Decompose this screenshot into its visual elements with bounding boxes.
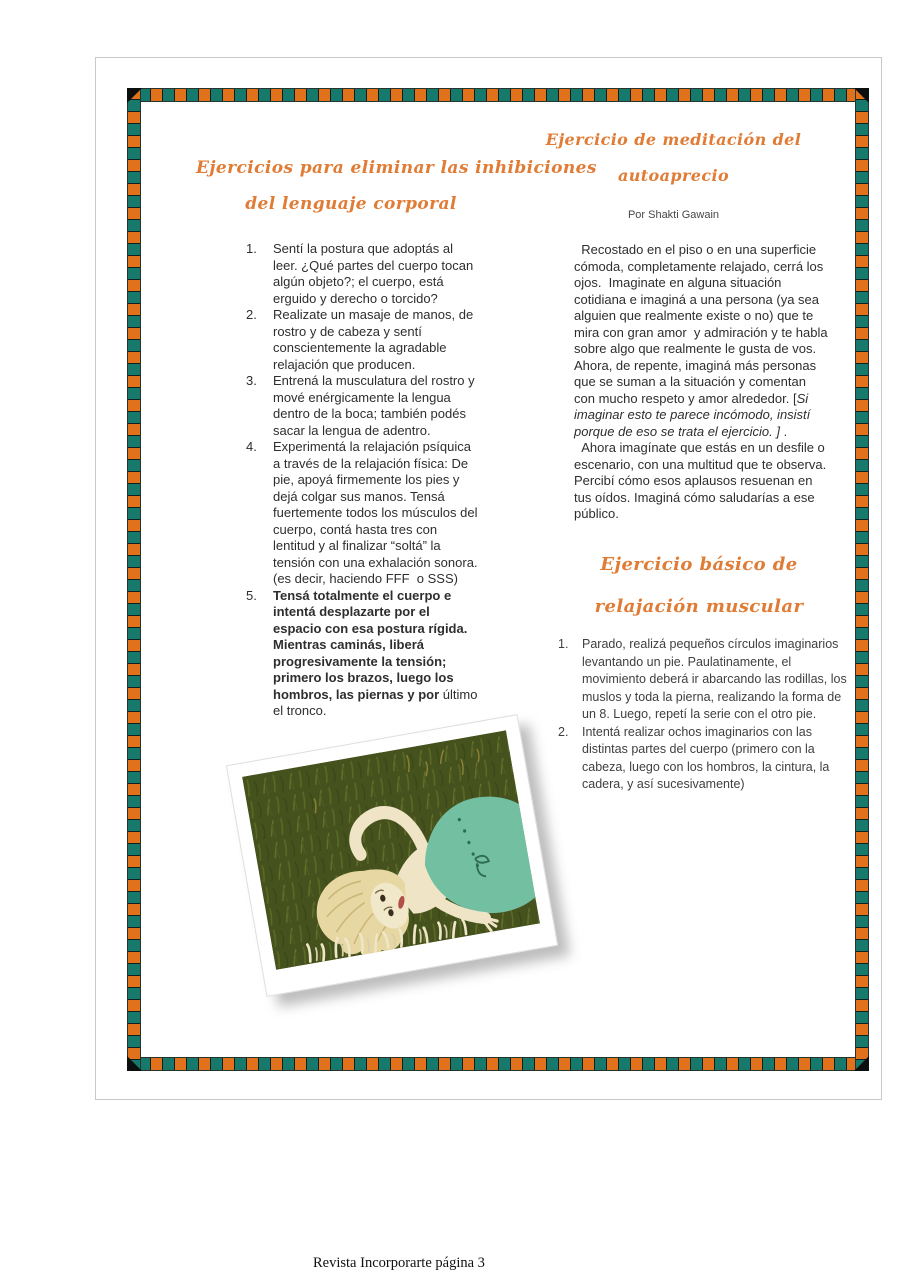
meditation-paragraphs (574, 242, 830, 523)
paragraph (574, 242, 830, 440)
list-item (558, 636, 850, 724)
list-item (558, 724, 850, 794)
list-item-number: 1. (246, 241, 257, 256)
text-run: Sentí la postura que adoptás al leer. ¿Qué partes del cuerpo tocan algún objeto?; el cuerpo, está erguido y derecho o torcido? (273, 241, 477, 306)
author-byline: Por Shakti Gawain (627, 209, 720, 221)
left-article-title-line1: Ejercicios para eliminar las inhibiciones (196, 158, 597, 178)
muscle-relaxation-exercise-list (558, 636, 850, 794)
list-item-text (273, 307, 478, 373)
meditation-article-title-line2: autoaprecio (617, 166, 730, 185)
list-item-number: 1. (558, 637, 569, 651)
text-run: Ahora imagínate que estás en un desfile o escenario, con una multitud que te observa. Percibí cómo esos aplausos resuenan en tus oídos. Imaginá cómo saludarías a ese público. (574, 440, 830, 521)
text-run: Intentá realizar ochos imaginarios con las distintas partes del cuerpo (primero con la cabeza, luego con los hombros, la cintura, la cadera, y así sucesivamente) (582, 724, 833, 791)
list-item-number: 5. (246, 587, 257, 603)
list-item-number: 2. (558, 724, 569, 739)
text-run: Tensá totalmente el cuerpo e intentá desplazarte por el espacio con esa postura rígida. Mientras caminás, liberá progresivamente la tensión; primero los brazos, luego los hombros, las piernas y por (273, 587, 471, 702)
magazine-page (95, 57, 882, 1100)
list-item-text (582, 636, 850, 724)
list-item-text (582, 724, 850, 794)
list-item (246, 439, 482, 588)
relaxation-article-title-line1: Ejercicio básico de (600, 554, 798, 575)
text-run: Parado, realizá pequeños círculos imaginarios levantando un pie. Paulatinamente, el movimiento deberá ir abarcando las rodillas, los muslos y toda la pierna, realizando la forma de un 8. Luego, repetí la serie con el otro pie. (582, 637, 851, 721)
text-run: . (779, 423, 788, 439)
paragraph (574, 440, 830, 523)
page-footer: Revista Incorporarte página 3 (313, 1255, 485, 1271)
meditation-article-title (536, 122, 811, 194)
relaxation-article-title-line2: relajación muscular (594, 596, 804, 617)
list-item (246, 241, 478, 307)
list-item (246, 587, 482, 720)
relaxation-article-title (564, 544, 834, 628)
text-run: Experimentá la relajación psíquica a través de la relajación física: De pie, apoyá firmemente los pies y dejá colgar sus manos. Tensá fuertemente todos los músculos del cuerpo, contá hasta tres con lentitud y al finalizar “soltá” la tensión con una exhalación sonora. (es decir, haciendo FFF o SSS) (273, 439, 482, 586)
list-item-number: 3. (246, 373, 257, 388)
list-item-text (273, 587, 482, 720)
list-item (246, 307, 478, 373)
list-item-text (273, 241, 478, 307)
text-run: Si imaginar esto te parece incómodo, insistí porque de eso se trata el ejercicio. ] (574, 390, 814, 439)
list-item-number: 2. (246, 307, 257, 322)
border-strip-bottom (127, 1057, 869, 1071)
left-article-title (196, 150, 597, 222)
border-strip-top (127, 88, 869, 102)
left-article-title-line2: del lenguaje corporal (245, 194, 457, 214)
list-item-text (273, 439, 482, 588)
text-run: Realizate un masaje de manos, de rostro y de cabeza y sentí conscientemente la agradable relajación que producen. (273, 307, 477, 372)
border-strip-right (855, 88, 869, 1071)
list-item-number: 4. (246, 439, 257, 454)
border-strip-left (127, 88, 141, 1071)
list-item (246, 373, 478, 439)
list-item-text (273, 373, 478, 439)
text-run: Recostado en el piso o en una superficie cómoda, completamente relajado, cerrá los ojos. Imaginate en alguna situación cotidiana e imaginá a una persona (ya sea alguien que realmente existe o no) que te mira con gran amor y admiración y te habla sobre algo que realmente le gusta de vos. Ahora, de repente, imaginá más personas que se suman a la situación y comentan con mucho respeto y amor alrededor. [ (574, 242, 832, 406)
text-run: último el tronco. (273, 686, 482, 718)
body-language-exercise-list (246, 241, 482, 720)
woman-on-grass-illustration (242, 730, 540, 970)
text-run: Entrená la musculatura del rostro y mové enérgicamente la lengua dentro de la boca; también podés sacar la lengua de adentro. (273, 373, 479, 438)
meditation-article-title-line1: Ejercicio de meditación del (545, 130, 802, 149)
